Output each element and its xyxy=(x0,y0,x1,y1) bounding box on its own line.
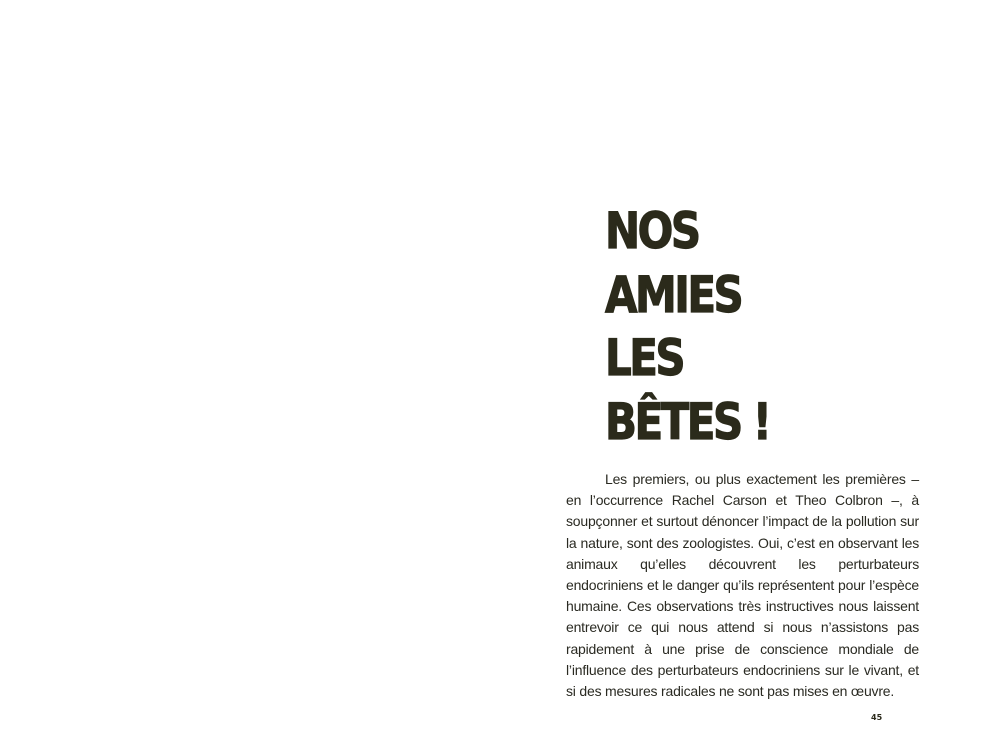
title-line-4: BÊTES ! xyxy=(605,392,770,451)
page-number: 45 xyxy=(871,713,883,722)
chapter-title xyxy=(605,200,905,454)
body-paragraph: Les premiers, ou plus exactement les premières – en l’occurrence Rachel Carson et Theo Colbron –, à soupçonner et surtout dénoncer l’impact de la pollution sur la nature, sont des zoologistes. Oui, c’est en observant les animaux qu’elles découvrent les perturbateurs endocriniens et le danger qu’ils représentent pour l’espèce humaine. Ces observations très instructives nous laissent entrevoir ce qui nous attend si nous n’assistons pas rapidement à une prise de conscience mondiale de l’influence des perturbateurs endocriniens sur le vivant, et si des mesures radicales ne sont pas mises en œuvre. xyxy=(566,471,919,700)
title-line-2: AMIES xyxy=(605,265,742,324)
title-line-1: NOS xyxy=(605,202,699,260)
title-line-3: LES xyxy=(605,329,684,387)
